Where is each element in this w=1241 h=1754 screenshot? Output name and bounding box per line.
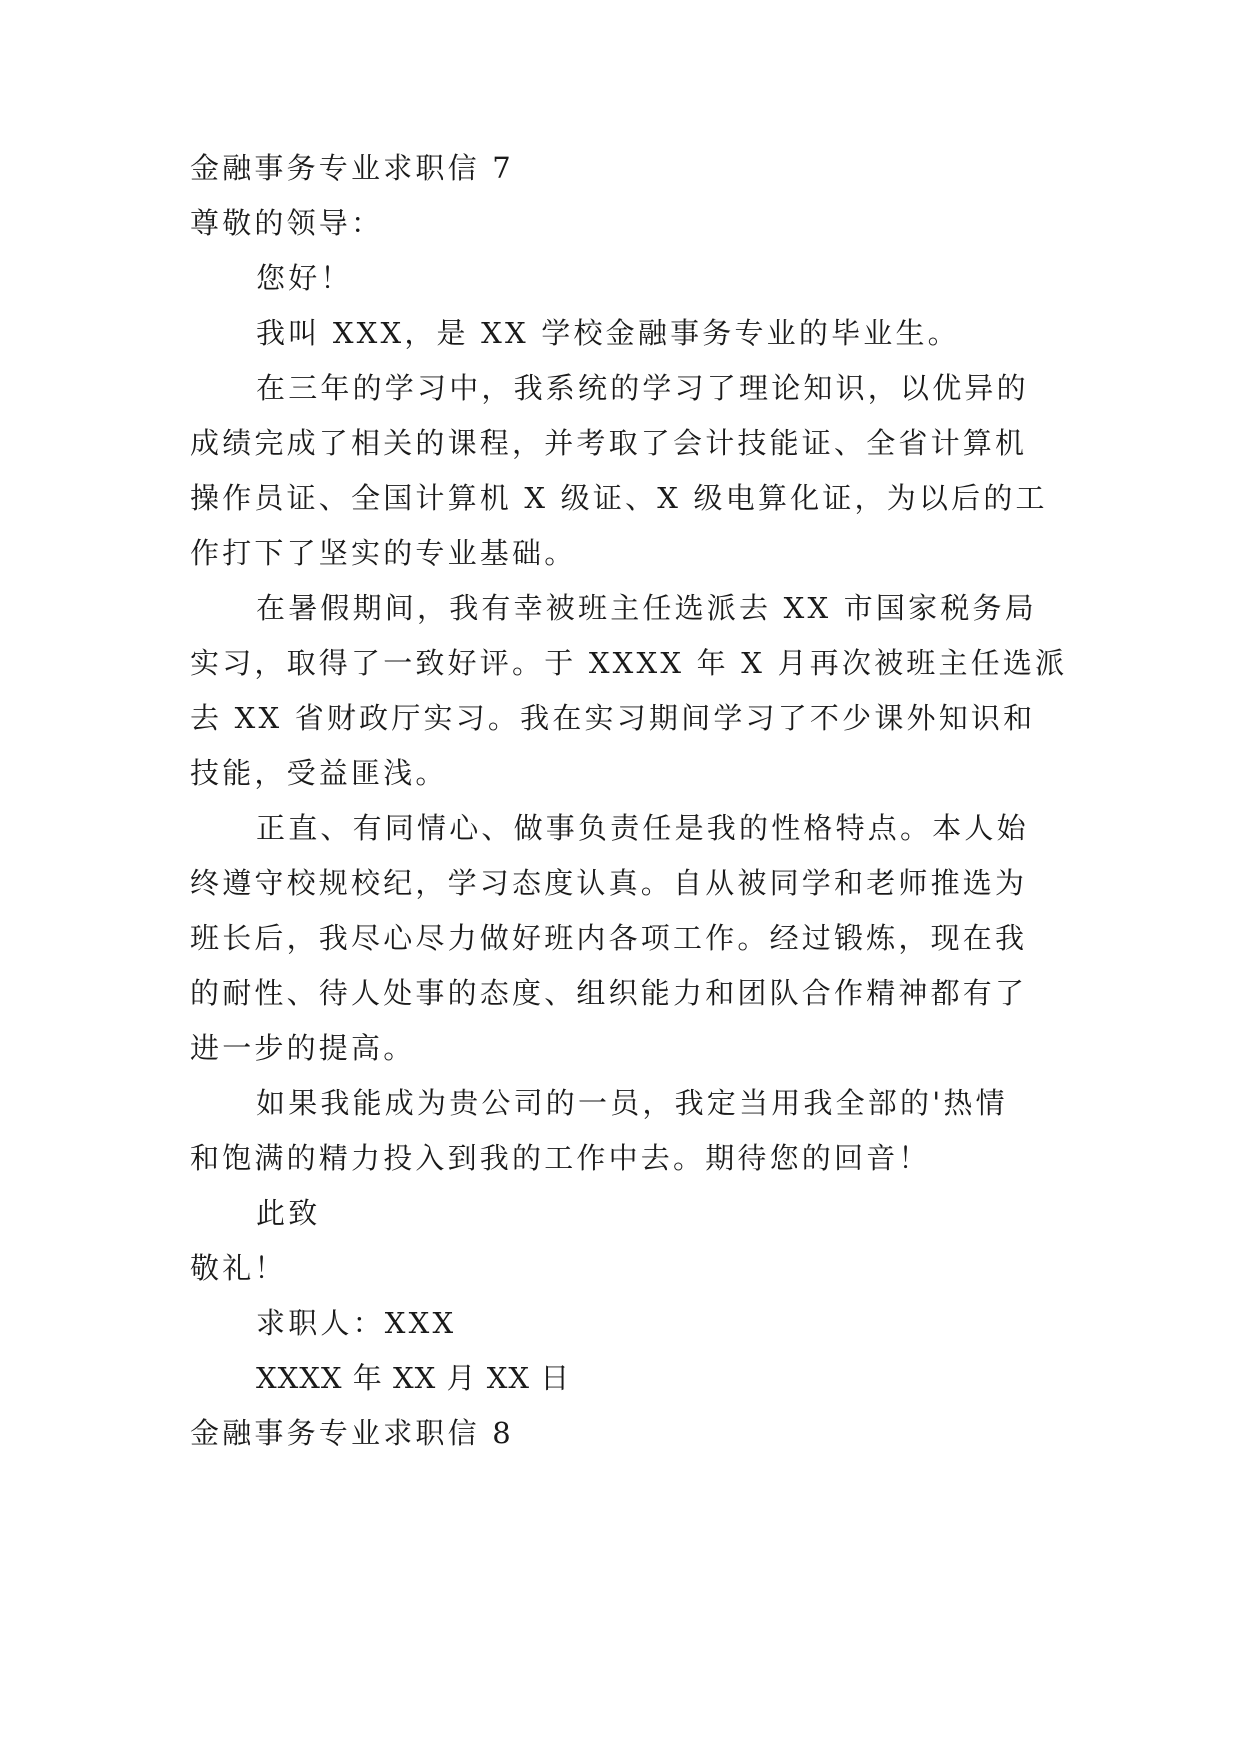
paragraph-1-line: 操作员证、全国计算机 X 级证、X 级电算化证，为以后的工 <box>190 481 1048 515</box>
paragraph-4-line: 和饱满的精力投入到我的工作中去。期待您的回音！ <box>190 1141 931 1175</box>
intro-paragraph: 我叫 XXX，是 XX 学校金融事务专业的毕业生。 <box>256 316 960 350</box>
letter-heading-8: 金融事务专业求职信 8 <box>190 1416 514 1450</box>
paragraph-3-line: 进一步的提高。 <box>190 1031 416 1065</box>
paragraph-1-line: 成绩完成了相关的课程，并考取了会计技能证、全省计算机 <box>190 426 1028 460</box>
paragraph-3-line: 班长后，我尽心尽力做好班内各项工作。经过锻炼，现在我 <box>190 921 1028 955</box>
paragraph-1-line: 作打下了坚实的专业基础。 <box>190 536 577 570</box>
closing-cizhi: 此致 <box>256 1196 321 1230</box>
paragraph-3-line: 正直、有同情心、做事负责任是我的性格特点。本人始 <box>256 811 1029 845</box>
date-line: XXXX 年 XX 月 XX 日 <box>256 1361 571 1395</box>
letter-heading-7: 金融事务专业求职信 7 <box>190 151 514 185</box>
paragraph-3-line: 的耐性、待人处事的态度、组织能力和团队合作精神都有了 <box>190 976 1028 1010</box>
signature: 求职人：XXX <box>256 1306 457 1340</box>
paragraph-3-line: 终遵守校规校纪，学习态度认真。自从被同学和老师推选为 <box>190 866 1028 900</box>
paragraph-4-line: 如果我能成为贵公司的一员，我定当用我全部的'热情 <box>256 1086 1008 1120</box>
paragraph-2-line: 实习，取得了一致好评。于 XXXX 年 X 月再次被班主任选派 <box>190 646 1068 680</box>
paragraph-1-line: 在三年的学习中，我系统的学习了理论知识，以优异的 <box>256 371 1029 405</box>
closing-jingli: 敬礼！ <box>190 1251 287 1285</box>
paragraph-2-line: 技能，受益匪浅。 <box>190 756 448 790</box>
greeting: 您好！ <box>256 261 353 295</box>
paragraph-2-line: 在暑假期间，我有幸被班主任选派去 XX 市国家税务局 <box>256 591 1037 625</box>
paragraph-2-line: 去 XX 省财政厅实习。我在实习期间学习了不少课外知识和 <box>190 701 1036 735</box>
salutation: 尊敬的领导： <box>190 206 384 240</box>
